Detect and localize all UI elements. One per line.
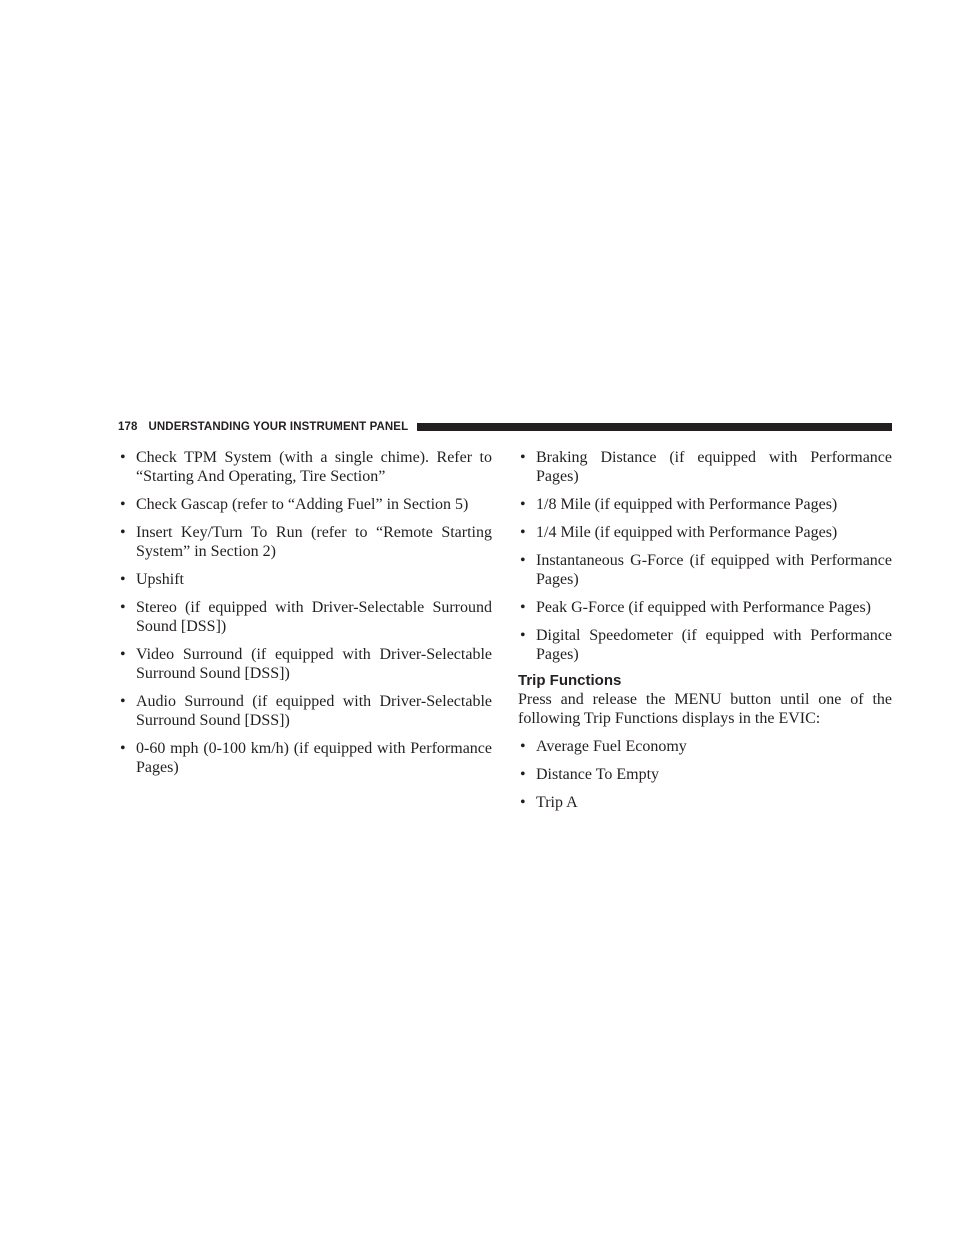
list-item: • Instantaneous G-Force (if equipped with Performance Pages) (520, 552, 892, 588)
left-column (118, 448, 492, 786)
bullet-icon: • (520, 766, 526, 783)
bullet-icon: • (120, 524, 126, 541)
list-item: • 1/4 Mile (if equipped with Performance Pages) (520, 524, 838, 541)
bullet-icon: • (120, 599, 126, 616)
list-item: • Audio Surround (if equipped with Driver-Selectable Surround Sound [DSS]) (120, 693, 492, 729)
section-title: Trip Functions (518, 672, 622, 689)
bullet-icon: • (520, 496, 526, 513)
trip-functions-list (518, 737, 892, 812)
bullet-icon: • (520, 627, 526, 644)
list-item: • Digital Speedometer (if equipped with Performance Pages) (520, 627, 892, 663)
bullet-icon: • (520, 449, 526, 466)
list-item: • Braking Distance (if equipped with Performance Pages) (520, 449, 892, 485)
bullet-icon: • (120, 571, 126, 588)
list-item: • Check TPM System (with a single chime). Refer to “Starting And Operating, Tire Section” (120, 449, 492, 485)
bullet-icon: • (120, 646, 126, 663)
bullet-icon: • (520, 738, 526, 755)
list-item: • 1/8 Mile (if equipped with Performance Pages) (520, 496, 838, 513)
section-paragraph: Press and release the MENU button until one of the following Trip Functions displays in the EVIC: (518, 691, 892, 727)
list-item: • Distance To Empty (520, 766, 660, 783)
bullet-icon: • (520, 524, 526, 541)
bullet-icon: • (520, 599, 526, 616)
left-bullet-list (118, 448, 492, 777)
bullet-icon: • (120, 740, 126, 757)
list-item: • 0-60 mph (0-100 km/h) (if equipped with Performance Pages) (120, 740, 492, 776)
bullet-icon: • (120, 496, 126, 513)
right-bullet-list (518, 448, 892, 664)
list-item: • Average Fuel Economy (520, 738, 687, 755)
bullet-icon: • (520, 794, 526, 811)
page-header (118, 419, 892, 435)
bullet-icon: • (120, 693, 126, 710)
right-column (518, 448, 892, 821)
list-item: • Stereo (if equipped with Driver-Selectable Surround Sound [DSS]) (120, 599, 492, 635)
header-title: UNDERSTANDING YOUR INSTRUMENT PANEL (148, 421, 409, 433)
list-item: • Trip A (520, 794, 578, 811)
list-item: • Insert Key/Turn To Run (refer to “Remote Starting System” in Section 2) (120, 524, 492, 560)
page-number: 178 (118, 421, 138, 433)
bullet-icon: • (120, 449, 126, 466)
list-item: • Check Gascap (refer to “Adding Fuel” in Section 5) (120, 496, 469, 513)
list-item: • Peak G-Force (if equipped with Performance Pages) (520, 599, 871, 616)
header-rule (417, 423, 892, 431)
list-item: • Video Surround (if equipped with Driver-Selectable Surround Sound [DSS]) (120, 646, 492, 682)
bullet-icon: • (520, 552, 526, 569)
list-item: • Upshift (120, 571, 184, 588)
